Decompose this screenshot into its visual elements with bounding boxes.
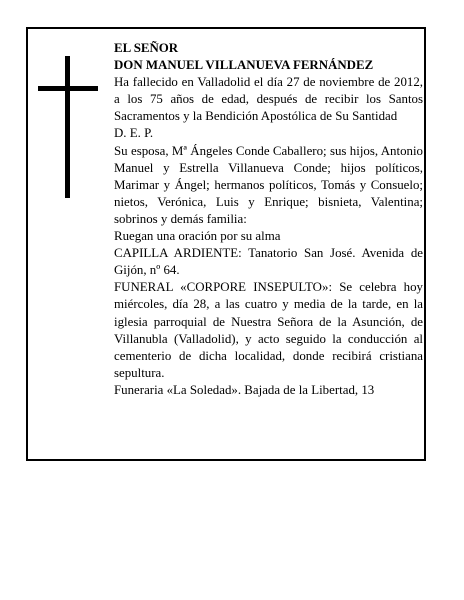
cross-horizontal-bar [38,86,98,91]
title-line: EL SEÑOR [114,41,179,55]
dep-line: D. E. P. [114,126,154,141]
obituary-notice [26,27,426,461]
death-paragraph: Ha fallecido en Valladolid el día 27 de noviembre de 2012, a los 75 años de edad, después de recibir los Santos Sacramentos y la Bendición Apostólica de Su Santidad [114,75,423,124]
family-paragraph: Su esposa, Mª Ángeles Conde Caballero; sus hijos, Antonio Manuel y Estrella Villanueva Conde; hijos políticos, Marimar y Ángel; hermanos políticos, Tomás y Consuelo; nietos, Verónica, Luis y Enrique; bisnieta, Valentina; sobrinos y demás familia: [114,143,423,226]
cross-icon [38,56,98,198]
deceased-name: DON MANUEL VILLANUEVA FERNÁNDEZ [114,58,374,73]
funeral-home: Funeraria «La Soledad». Bajada de la Libertad, 13 [114,382,375,397]
chapel-paragraph: CAPILLA ARDIENTE: Tanatorio San José. Avenida de Gijón, nº 64. [114,246,423,278]
notice-text [114,40,423,399]
cross-vertical-bar [65,56,70,198]
prayer-request: Ruegan una oración por su alma [114,229,281,244]
funeral-paragraph: FUNERAL «CORPORE INSEPULTO»: Se celebra hoy miércoles, día 28, a las cuatro y media de la tarde, en la iglesia parroquial de Nuestra Señora de la Asunción, de Villanubla (Valladolid), y acto seguido la conducción al cementerio de dicha localidad, donde recibirá cristiana sepultura. [114,280,423,380]
